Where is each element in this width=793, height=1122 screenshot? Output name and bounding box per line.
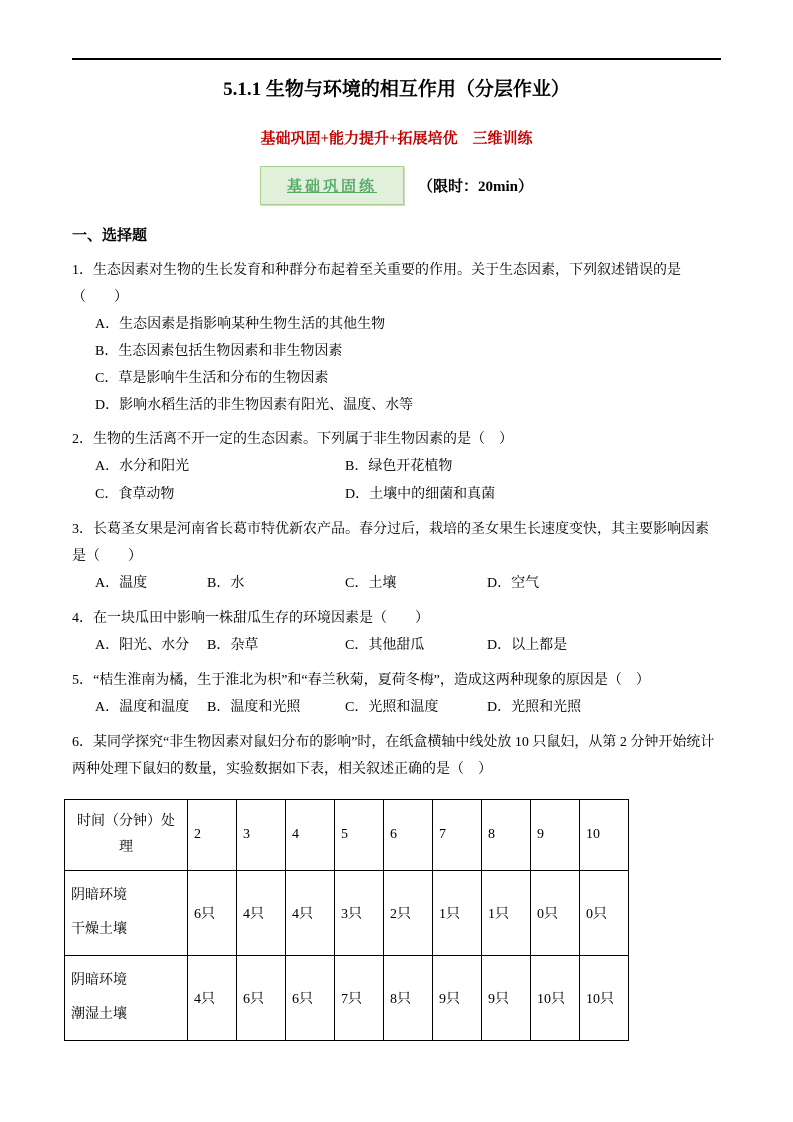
question-1-option-a: A．生态因素是指影响某种生物生活的其他生物 (95, 317, 386, 332)
table-header-cell: 8 (482, 800, 531, 871)
question-3-option-b: B．水 (207, 576, 245, 591)
question-2-option-d: D．土壤中的细菌和真菌 (345, 487, 496, 502)
table-row-moist-soil (65, 956, 629, 1041)
question-4-option-d: D．以上都是 (487, 638, 568, 653)
time-limit-label: （限时：20min） (418, 179, 534, 195)
question-1-stem: 1．生态因素对生物的生长发育和种群分布起着至关重要的作用。关于生态因素，下列叙述错误的是（ ） (72, 263, 681, 305)
question-4-options (72, 632, 721, 660)
question-1-option-d: D．影响水稻生活的非生物因素有阳光、温度、水等 (95, 398, 414, 413)
question-1-option-c: C．草是影响牛生活和分布的生物因素 (95, 371, 329, 386)
table-header-cell: 5 (335, 800, 384, 871)
question-3-option-c: C．土壤 (345, 576, 397, 591)
header-rule (72, 58, 721, 60)
question-2-option-b: B．绿色开花植物 (345, 459, 453, 474)
question-6 (72, 729, 721, 783)
question-1 (72, 257, 721, 419)
table-cell: 2只 (384, 871, 433, 956)
question-2-options (72, 453, 721, 509)
question-5-option-c: C．光照和温度 (345, 700, 439, 715)
table-corner-header: 时间（分钟）处理 (65, 800, 188, 871)
table-cell: 7只 (335, 956, 384, 1041)
table-cell: 6只 (286, 956, 335, 1041)
question-5-stem: 5．“桔生淮南为橘，生于淮北为枳”和“春兰秋菊，夏荷冬梅”，造成这两种现象的原因是（ ） (72, 673, 650, 688)
question-6-stem: 6．某同学探究“非生物因素对鼠妇分布的影响”时，在纸盒横轴中线处放 10 只鼠妇，从第 2 分钟开始统计两种处理下鼠妇的数量，实验数据如下表，相关叙述正确的是（ ） (72, 735, 715, 777)
table-cell: 4只 (188, 956, 237, 1041)
question-3-option-d: D．空气 (487, 576, 540, 591)
question-3-stem: 3．长葛圣女果是河南省长葛市特优新农产品。春分过后，栽培的圣女果生长速度变快，其主要影响因素是（ ） (72, 522, 709, 564)
row-label-moist (65, 956, 188, 1041)
table-cell: 9只 (482, 956, 531, 1041)
question-4-option-c: C．其他甜瓜 (345, 638, 425, 653)
table-cell: 10只 (531, 956, 580, 1041)
question-2 (72, 426, 721, 509)
question-3 (72, 516, 721, 598)
table-header-cell: 6 (384, 800, 433, 871)
table-cell: 1只 (433, 871, 482, 956)
table-cell: 0只 (580, 871, 629, 956)
question-4 (72, 605, 721, 660)
table-cell: 10只 (580, 956, 629, 1041)
table-cell: 1只 (482, 871, 531, 956)
row-label-line: 潮湿土壤 (71, 1007, 127, 1022)
row-label-line: 阴暗环境 (71, 973, 127, 988)
table-row-dry-soil (65, 871, 629, 956)
table-header-cell: 7 (433, 800, 482, 871)
table-cell: 4只 (286, 871, 335, 956)
section-title: 一、选择题 (72, 228, 148, 244)
experiment-table (64, 799, 629, 1041)
table-header-row (65, 800, 629, 871)
question-3-options (72, 570, 721, 598)
question-4-option-a: A．阳光、水分 (95, 638, 190, 653)
table-cell: 0只 (531, 871, 580, 956)
table-header-cell: 4 (286, 800, 335, 871)
row-label-line: 阴暗环境 (71, 888, 127, 903)
question-3-option-a: A．温度 (95, 576, 148, 591)
page-title: 5.1.1 生物与环境的相互作用（分层作业） (223, 79, 570, 100)
question-1-option-b: B．生态因素包括生物因素和非生物因素 (95, 344, 343, 359)
question-5 (72, 667, 721, 722)
question-2-stem: 2．生物的生活离不开一定的生态因素。下列属于非生物因素的是（ ） (72, 432, 513, 447)
question-4-option-b: B．杂草 (207, 638, 259, 653)
table-cell: 6只 (237, 956, 286, 1041)
question-2-option-a: A．水分和阳光 (95, 459, 190, 474)
table-cell: 3只 (335, 871, 384, 956)
row-label-line: 干燥土壤 (71, 922, 127, 937)
training-subtitle: 基础巩固+能力提升+拓展培优 三维训练 (260, 131, 533, 147)
question-5-option-b: B．温度和光照 (207, 700, 301, 715)
question-5-option-d: D．光照和光照 (487, 700, 582, 715)
table-cell: 9只 (433, 956, 482, 1041)
badge-row (72, 166, 721, 205)
table-header-cell: 3 (237, 800, 286, 871)
question-4-stem: 4．在一块瓜田中影响一株甜瓜生存的环境因素是（ ） (72, 611, 429, 626)
question-5-option-a: A．温度和温度 (95, 700, 190, 715)
table-header-cell: 10 (580, 800, 629, 871)
basic-practice-badge: 基础巩固练 (260, 166, 404, 205)
question-5-options (72, 694, 721, 722)
table-cell: 6只 (188, 871, 237, 956)
table-header-cell: 9 (531, 800, 580, 871)
question-2-option-c: C．食草动物 (95, 487, 175, 502)
table-cell: 4只 (237, 871, 286, 956)
table-cell: 8只 (384, 956, 433, 1041)
table-header-cell: 2 (188, 800, 237, 871)
row-label-dry (65, 871, 188, 956)
